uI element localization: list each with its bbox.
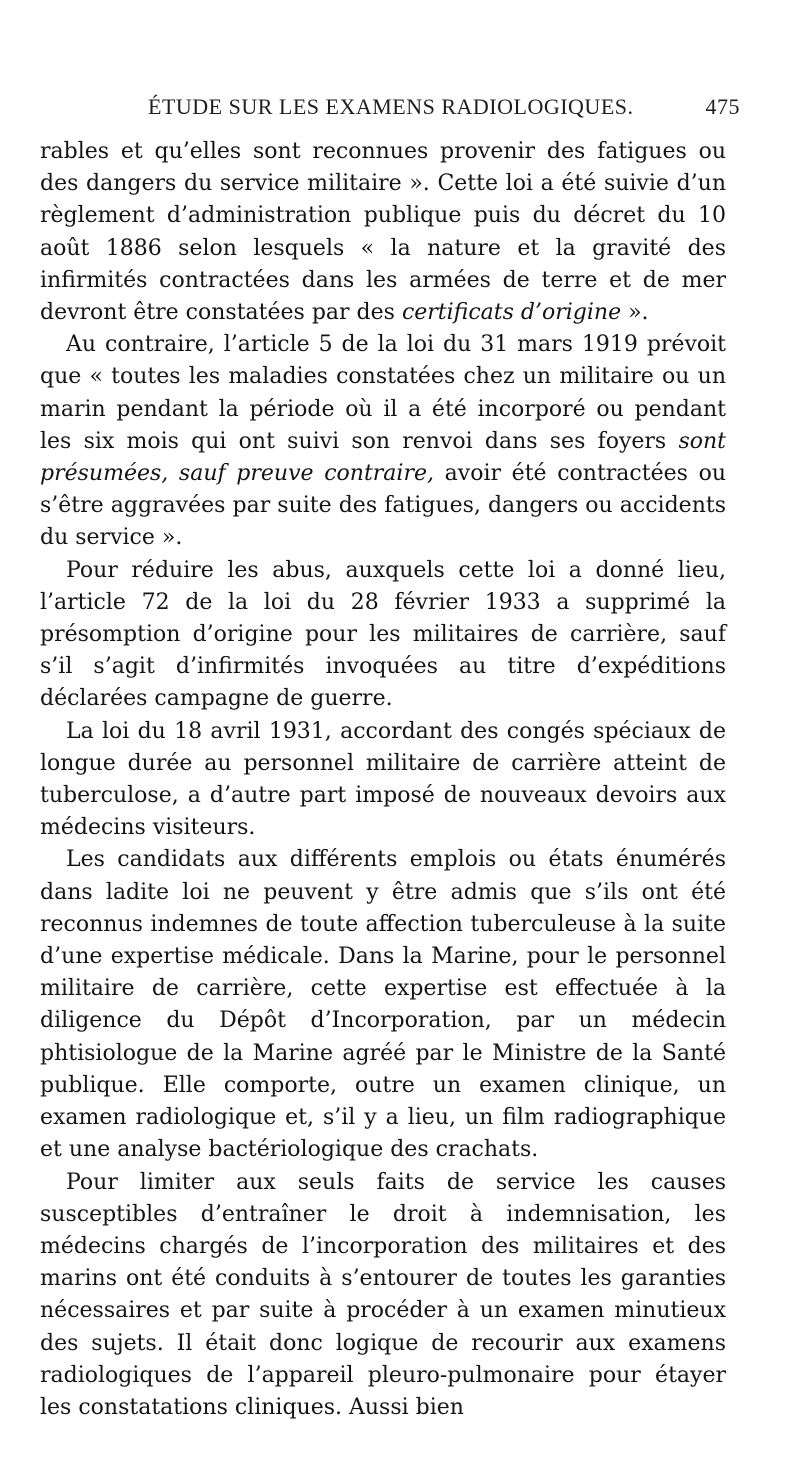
page-number: 475 [705,94,740,119]
paragraph-1 [40,136,726,329]
running-header [148,94,740,124]
paragraph-4: La loi du 18 avril 1931, accordant des congés spéciaux de longue durée au personnel militaire de carrière atteint de tuberculose, a d’autre part imposé de nouveaux devoirs aux médecins visiteurs. [40,718,726,841]
paragraph-2-italic: sont présumées, sauf preuve contraire, [40,428,726,487]
paragraph-6: Pour limiter aux seuls faits de service les causes susceptibles d’entraîner le droit à indemnisation, les médecins chargés de l’incorporation des militaires et des marins ont été conduits à s’entourer de toutes les garanties nécessaires et par suite à procéder à un examen minutieux des sujets. Il était donc logique de recourir aux examens radiologiques de l’appareil pleuro-pulmonaire pour étayer les constatations cliniques. Aussi bien [40,1169,726,1420]
paragraph-1-end: ». [621,300,649,326]
paragraph-2-end: avoir été contractées ou s’être aggravées par suite des fatigues, dangers ou accidents du service ». [40,461,726,551]
paragraph-1-text: rables et qu’elles sont reconnues provenir des fatigues ou des dangers du service militaire ». Cette loi a été suivie d’un règlement d’administration publique puis du décret du 10 août 1886 selon lesquels « la nature et la gravité des infirmités contractées dans les armées de terre et de mer devront être constatées par des [40,139,726,326]
paragraph-2 [40,329,726,554]
paragraph-1-italic: certificats d’origine [401,300,622,326]
paragraph-3: Pour réduire les abus, auxquels cette loi a donné lieu, l’article 72 de la loi du 28 février 1933 a supprimé la présomption d’origine pour les militaires de carrière, sauf s’il s’agit d’infirmités invoquées au titre d’expéditions déclarées campagne de guerre. [40,557,726,712]
body-text [40,136,726,1424]
paragraph-5: Les candidats aux différents emplois ou états énumérés dans ladite loi ne peuvent y être admis que s’ils ont été reconnus indemnes de toute affection tuberculeuse à la suite d’une expertise médicale. Dans la Marine, pour le personnel militaire de carrière, cette expertise est effectuée à la diligence du Dépôt d’Incorporation, par un médecin phtisiologue de la Marine agréé par le Ministre de la Santé publique. Elle comporte, outre un examen clinique, un examen radiologique et, s’il y a lieu, un film radiographique et une analyse bactériologique des crachats. [40,847,726,1163]
paragraph-2-text: Au contraire, l’article 5 de la loi du 31 mars 1919 prévoit que « toutes les maladies constatées chez un militaire ou un marin pendant la période où il a été incorporé ou pendant les six mois qui ont suivi son renvoi dans ses foyers [40,332,726,454]
running-title: ÉTUDE SUR LES EXAMENS RADIOLOGIQUES. [148,94,634,119]
